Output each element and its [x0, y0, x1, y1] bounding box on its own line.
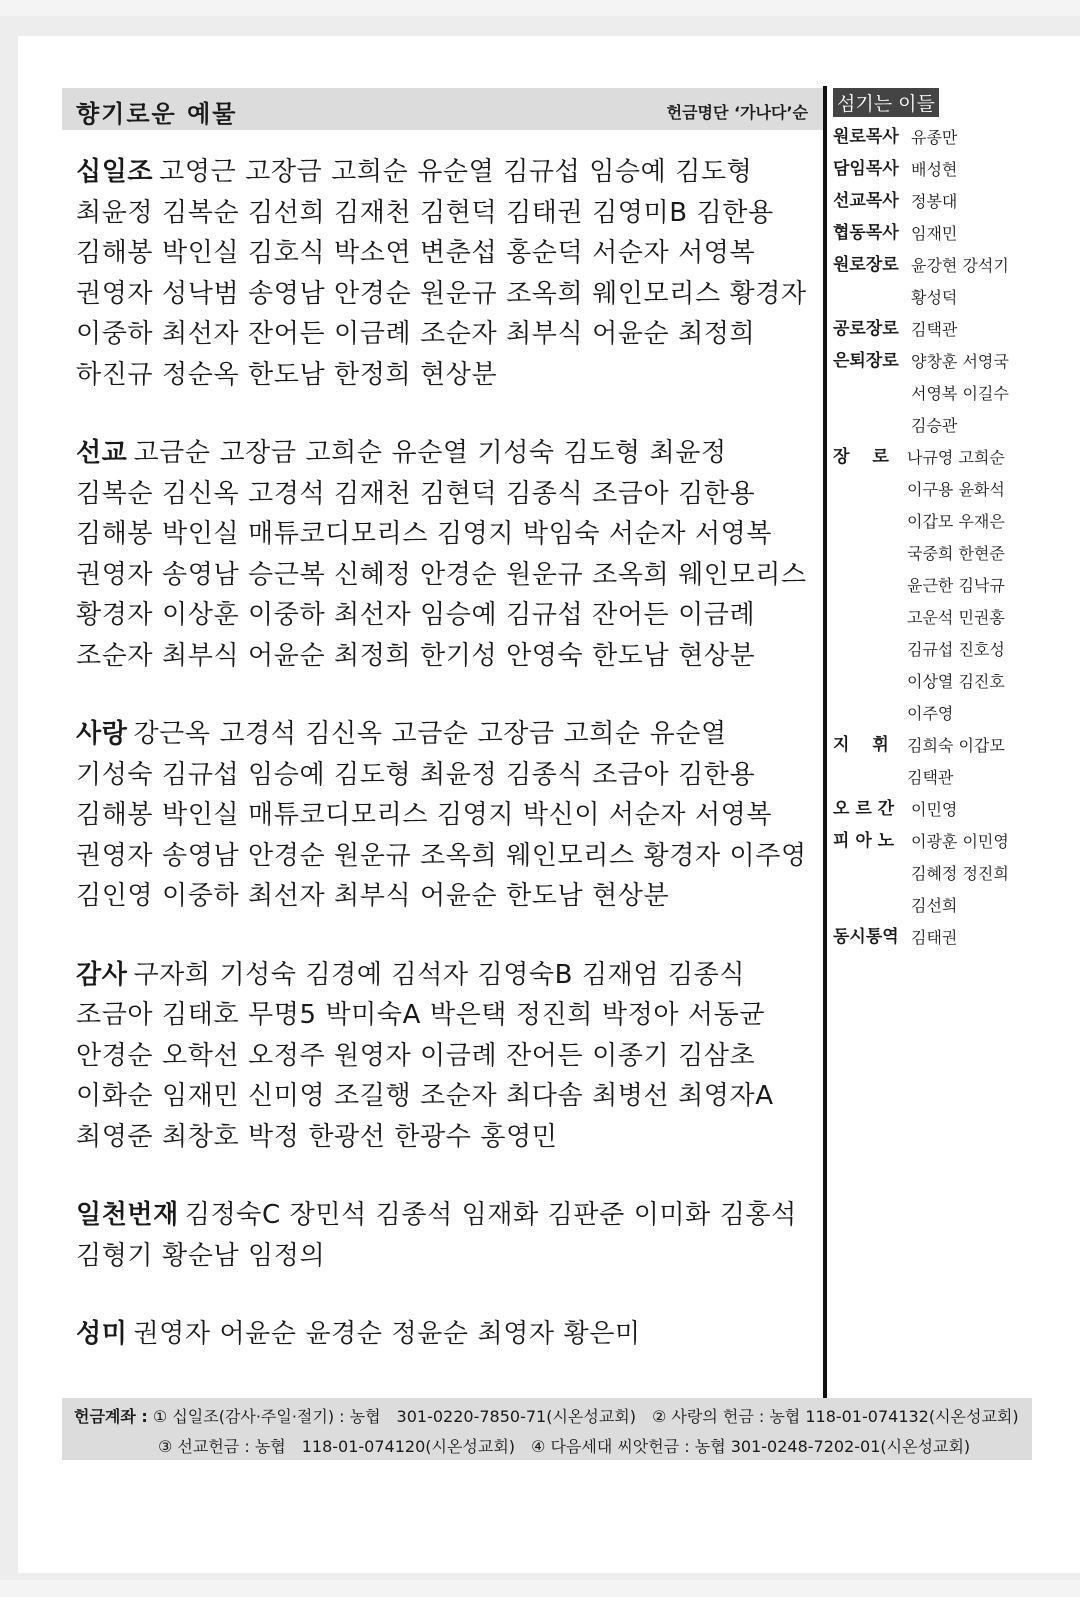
section-line: [76, 995, 826, 1036]
staff-names: 나규영 고희순 이구용 윤화석 이갑모 우재은 국중희 한현준 윤근한 김낙규 고운석 민권홍 김규섭 진호성 이상열 김진호 이주영: [907, 448, 1005, 723]
donor-names: 이중하 최선자 잔어든 이금례 조순자 최부식 어윤순 최정희: [76, 319, 756, 349]
staff-role: 피 아 노: [833, 831, 895, 851]
donor-names: 김형기 황순남 임정의: [76, 1240, 326, 1271]
staff-role-row: [833, 218, 1033, 250]
offering-sections: [62, 130, 826, 1355]
section-label: 일천번재: [76, 1200, 179, 1230]
staff-names: 양창훈 서영국 서영복 이길수 김승관: [911, 352, 1009, 435]
offering-section: [76, 1314, 826, 1355]
donor-names: 최영준 최창호 박정 한광선 한광수 홍영민: [76, 1121, 558, 1152]
section-line: [76, 1314, 826, 1355]
accounts-line-2: ③ 선교헌금 : 농협 118-01-074120(시온성교회) ④ 다음세대 씨앗헌금 : 농협 301-0248-7202-01(시온성교회): [158, 1437, 971, 1456]
staff-names: 김태권: [911, 928, 958, 947]
donor-names: 안경순 오학선 오정주 원영자 이금례 잔어든 이종기 김삼초: [76, 1040, 756, 1071]
donor-names: 이화순 임재민 신미영 조길행 조순자 최다솜 최병선 최영자A: [76, 1081, 774, 1111]
donor-names: 최윤정 김복순 김선희 김재천 김현덕 김태권 김영미B 김한용: [76, 197, 774, 228]
offering-accounts: [62, 1398, 1032, 1460]
donor-names: 김복순 김신옥 고경석 김재천 김현덕 김종식 조금아 김한용: [76, 478, 756, 509]
staff-names: 이민영: [911, 800, 958, 819]
section-line: [76, 714, 826, 755]
donor-names: 하진규 정순옥 한도남 한정희 현상분: [76, 359, 498, 390]
section-line: [76, 1076, 826, 1117]
offering-section: [76, 433, 826, 676]
staff-role: 원로장로: [833, 255, 899, 275]
accounts-text-1: ① 십일조(감사·주일·절기) : 농협 301-0220-7850-71(시온성교회) ② 사랑의 헌금 : 농협 118-01-074132(시온성교회): [152, 1407, 1019, 1426]
donor-names: 김해봉 박인실 매튜코디모리스 김영지 박신이 서순자 서영복: [76, 800, 773, 830]
section-line: [76, 795, 826, 836]
section-label: 감사: [76, 959, 128, 990]
offering-section: [76, 955, 826, 1158]
section-line: [76, 555, 826, 596]
staff-names: 김희숙 이갑모 김택관: [907, 736, 1005, 787]
donor-names: 기성숙 김규섭 임승예 김도형 최윤정 김종식 조금아 김한용: [76, 759, 756, 790]
section-line: [76, 595, 826, 636]
section-label: 사랑: [76, 719, 128, 749]
section-line: [76, 474, 826, 515]
section-label: 십일조: [76, 157, 154, 187]
staff-role-row: [833, 442, 1033, 730]
section-line: [76, 1117, 826, 1158]
staff-role-row: [833, 922, 1033, 954]
page-subtitle: 헌금명단 ‘가나다’순: [666, 103, 808, 122]
staff-role: 원로목사: [833, 127, 899, 147]
section-line: [76, 274, 826, 315]
staff-role-row: [833, 794, 1033, 826]
donor-names: 권영자 성낙범 송영남 안경순 원운규 조옥희 웨인모리스 황경자: [76, 278, 807, 309]
accounts-label: 헌금계좌 :: [74, 1407, 148, 1426]
staff-role: 협동목사: [833, 223, 899, 243]
staff-role-row: [833, 122, 1033, 154]
staff-role: 담임목사: [833, 159, 899, 179]
staff-roles: [833, 122, 1033, 954]
staff-names: 정봉대: [911, 192, 958, 211]
donor-names: 고금순 고장금 고희순 유순열 기성숙 김도형 최윤정: [133, 438, 727, 468]
donor-names: 강근옥 고경석 김신옥 고금순 고장금 고희순 유순열: [133, 719, 727, 749]
staff-role: 은퇴장로: [833, 351, 899, 371]
staff-role-row: [833, 186, 1033, 218]
staff-role: 장 로: [833, 447, 889, 467]
section-label: 선교: [76, 438, 128, 468]
donor-names: 구자희 기성숙 김경예 김석자 김영숙B 김재엄 김종식: [133, 959, 746, 990]
accounts-line-1: [74, 1404, 1019, 1427]
staff-role: 공로장로: [833, 319, 899, 339]
section-line: [76, 1195, 826, 1236]
section-line: [76, 1036, 826, 1077]
section-line: [76, 433, 826, 474]
staff-names: 유종만: [911, 128, 958, 147]
offering-section: [76, 152, 826, 395]
section-line: [76, 836, 826, 877]
section-line: [76, 876, 826, 917]
donor-names: 김해봉 박인실 매튜코디모리스 김영지 박임숙 서순자 서영복: [76, 519, 773, 549]
donor-names: 권영자 송영남 안경순 원운규 조옥희 웨인모리스 황경자 이주영: [76, 840, 807, 871]
section-line: [76, 1236, 826, 1277]
offering-list: [62, 88, 826, 1393]
staff-sidebar: [833, 88, 1033, 954]
donor-names: 조금아 김태호 무명5 박미숙A 박은택 정진희 박정아 서동균: [76, 1000, 766, 1030]
donor-names: 김인영 이중하 최선자 최부식 어윤순 한도남 현상분: [76, 881, 670, 911]
section-line: [76, 636, 826, 677]
bottom-strip: [0, 1580, 1080, 1597]
staff-role-row: [833, 314, 1033, 346]
column-divider: [823, 86, 827, 1398]
staff-role-row: [833, 250, 1033, 314]
section-line: [76, 514, 826, 555]
section-line: [76, 193, 826, 234]
donor-names: 권영자 어윤순 윤경순 정윤순 최영자 황은미: [133, 1319, 641, 1349]
staff-role-row: [833, 154, 1033, 186]
staff-role: 선교목사: [833, 191, 899, 211]
section-line: [76, 314, 826, 355]
offering-section: [76, 714, 826, 917]
section-line: [76, 152, 826, 193]
donor-names: 고영근 고장금 고희순 유순열 김규섭 임승예 김도형: [159, 157, 753, 187]
donor-names: 황경자 이상훈 이중하 최선자 임승예 김규섭 잔어든 이금례: [76, 600, 756, 630]
top-strip: [0, 0, 1080, 16]
section-line: [76, 233, 826, 274]
sidebar-title: 섬기는 이들: [833, 88, 939, 117]
donor-names: 권영자 송영남 승근복 신혜정 안경순 원운규 조옥희 웨인모리스: [76, 559, 807, 590]
staff-role-row: [833, 826, 1033, 922]
staff-role: 지 휘: [833, 735, 889, 755]
staff-names: 이광훈 이민영 김혜정 정진희 김선희: [911, 832, 1009, 915]
page-title: 향기로운 예물: [76, 100, 238, 128]
section-line: [76, 955, 826, 996]
section-line: [76, 355, 826, 396]
staff-names: 김택관: [911, 320, 958, 339]
section-line: [76, 755, 826, 796]
donor-names: 김해봉 박인실 김호식 박소연 변춘섭 홍순덕 서순자 서영복: [76, 238, 756, 268]
donor-names: 조순자 최부식 어윤순 최정희 한기성 안영숙 한도남 현상분: [76, 640, 756, 671]
staff-role-row: [833, 346, 1033, 442]
staff-role: 동시통역: [833, 927, 899, 947]
donor-names: 김정숙C 장민석 김종석 임재화 김판준 이미화 김홍석: [184, 1200, 797, 1230]
staff-role-row: [833, 730, 1033, 794]
staff-names: 배성현: [911, 160, 958, 179]
section-label: 성미: [76, 1319, 128, 1349]
staff-role: 오 르 간: [833, 799, 895, 819]
staff-names: 임재민: [911, 224, 958, 243]
offering-section: [76, 1195, 826, 1276]
offering-header: [62, 88, 826, 130]
staff-names: 윤강현 강석기 황성덕: [911, 256, 1009, 307]
